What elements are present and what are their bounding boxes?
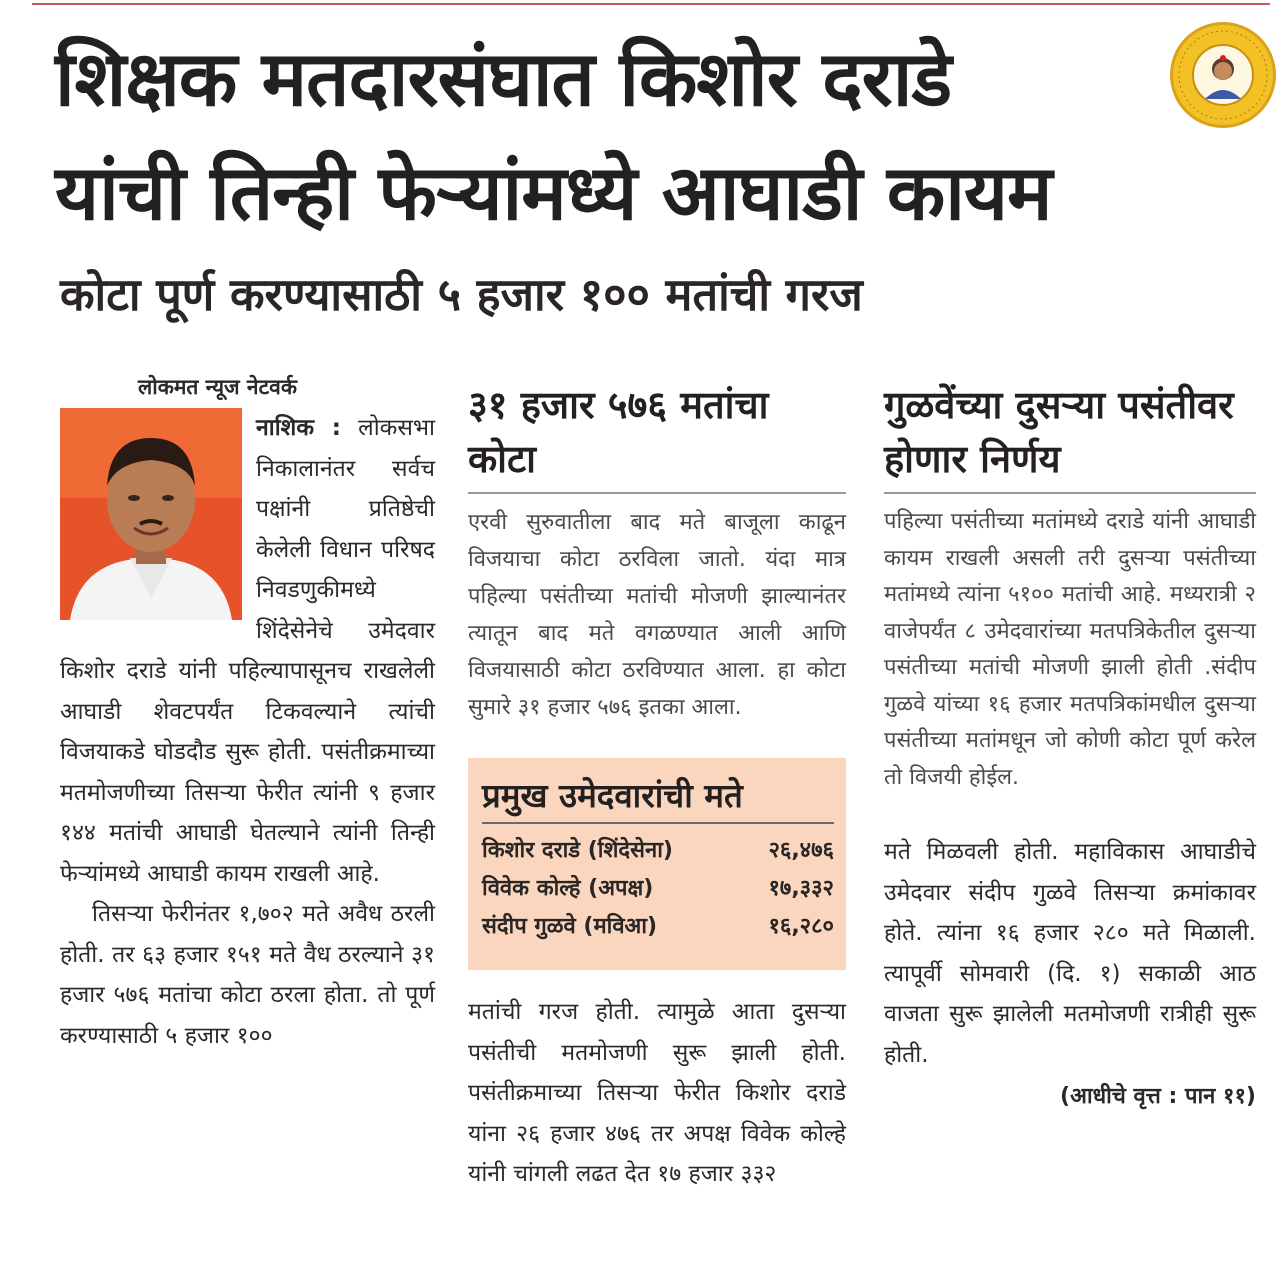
paragraph-invalid-votes: तिसऱ्या फेरीनंतर १,७०२ मते अवैध ठरली होती. तर ६३ हजार १५१ मते वैध ठरल्याने ३१ हजार ५७६ मतांचा कोटा ठरला होता. तो पूर्ण करण्यासाठी ५ हजार १०० [60, 901, 435, 1049]
byline: लोकमत न्यूज नेटवर्क [138, 375, 297, 399]
headline-line-1: शिक्षक मतदारसंघात किशोर दराडे [55, 34, 952, 123]
column-left [60, 372, 435, 1056]
column-right [884, 378, 1256, 1117]
candidate-portrait-icon [60, 408, 242, 620]
votes-box-title: प्रमुख उमेदवारांची मते [482, 776, 743, 815]
subheadline: कोटा पूर्ण करण्यासाठी ५ हजार १०० मतांची गरज [60, 268, 863, 321]
top-rule [32, 3, 1270, 5]
headline [55, 22, 1205, 250]
quota-paragraph: एरवी सुरुवातीला बाद मते बाजूला काढून विजयाचा कोटा ठरविला जातो. यंदा मात्र पहिल्या पसंतीच्या मतांची मोजणी झाल्यानंतर त्यातून बाद मते वगळण्यात आली आणि विजयासाठी कोटा ठरविण्यात आला. हा कोटा सुमारे ३१ हजार ५७६ इतका आला. [468, 510, 846, 720]
vote-count: १६,२८० [768, 914, 834, 939]
section-title-decision: गुळवेंच्या दुसऱ्या पसंतीवर होणार निर्णय [884, 383, 1234, 481]
lead-paragraph: लोकसभा निकालानंतर सर्वच पक्षांनी प्रतिष्ठेची केलेली विधान परिषद निवडणुकीमध्ये शिंदेसेनेचे उमेदवार किशोर दराडे यांनी पहिल्यापासूनच राखलेली आघाडी शेवटपर्यंत टिकवल्याने त्यांची विजयाकडे घोडदौड सुरू होती. पसंतीक्रमाच्या मतमोजणीच्या तिसऱ्या फेरीत त्यांनी ९ हजार १४४ मतांची आघाडी घेतल्याने त्यांनी तिन्ही फेऱ्यांमध्ये आघाडी कायम राखली आहे. [60, 415, 435, 887]
section-rule [884, 492, 1256, 494]
vote-candidate: विवेक कोल्हे (अपक्ष) [482, 876, 654, 901]
vote-candidate: संदीप गुळवे (मविआ) [482, 914, 658, 939]
dateline: नाशिक : [256, 415, 341, 441]
continued-reference: (आधीचे वृत्त : पान ११) [1060, 1084, 1256, 1109]
vote-count: १७,३३२ [768, 876, 834, 901]
candidate-photo [60, 408, 242, 620]
votes-box [468, 758, 846, 970]
headline-line-2: यांची तिन्ही फेऱ्यांमध्ये आघाडी कायम [55, 148, 1052, 237]
vote-row [482, 832, 834, 870]
vote-count: २६,४७६ [768, 838, 834, 863]
vote-row [482, 870, 834, 908]
section-rule [468, 492, 846, 494]
votes-box-rule [482, 822, 834, 824]
result-paragraph: मते मिळवली होती. महाविकास आघाडीचे उमेदवार संदीप गुळवे तिसऱ्या क्रमांकावर होते. त्यांना १६ हजार २८० मते मिळाली. त्यापूर्वी सोमवारी (दि. १) सकाळी आठ वाजता सुरू झालेली मतमोजणी रात्रीही सुरू होती. [884, 839, 1256, 1068]
profile-badge-icon [1173, 25, 1273, 125]
section-title-quota: ३१ हजार ५७६ मतांचा कोटा [468, 383, 769, 481]
decision-paragraph: पहिल्या पसंतीच्या मतांमध्ये दराडे यांनी आघाडी कायम राखली असली तरी दुसऱ्या पसंतीच्या मतांमध्ये त्यांना ५१०० मतांची आहे. मध्यरात्री २ वाजेपर्यंत ८ उमेदवारांच्या मतपत्रिकेतील दुसऱ्या पसंतीच्या मतांची मोजणी झाली होती .संदीप गुळवे यांच्या १६ हजार मतपत्रिकांमधील दुसऱ्या पसंतीच्या मतांमधून जो कोणी कोटा पूर्ण करेल तो विजयी होईल. [884, 509, 1256, 790]
vote-candidate: किशोर दराडे (शिंदेसेना) [482, 838, 673, 863]
profile-badge [1170, 22, 1276, 128]
second-preference-paragraph: मतांची गरज होती. त्यामुळे आता दुसऱ्या पसंतीची मतमोजणी सुरू झाली होती. पसंतीक्रमाच्या तिसऱ्या फेरीत किशोर दराडे यांना २६ हजार ४७६ तर अपक्ष विवेक कोल्हे यांनी चांगली लढत देत १७ हजार ३३२ [468, 999, 846, 1187]
vote-row [482, 908, 834, 946]
column-middle [468, 378, 846, 1195]
